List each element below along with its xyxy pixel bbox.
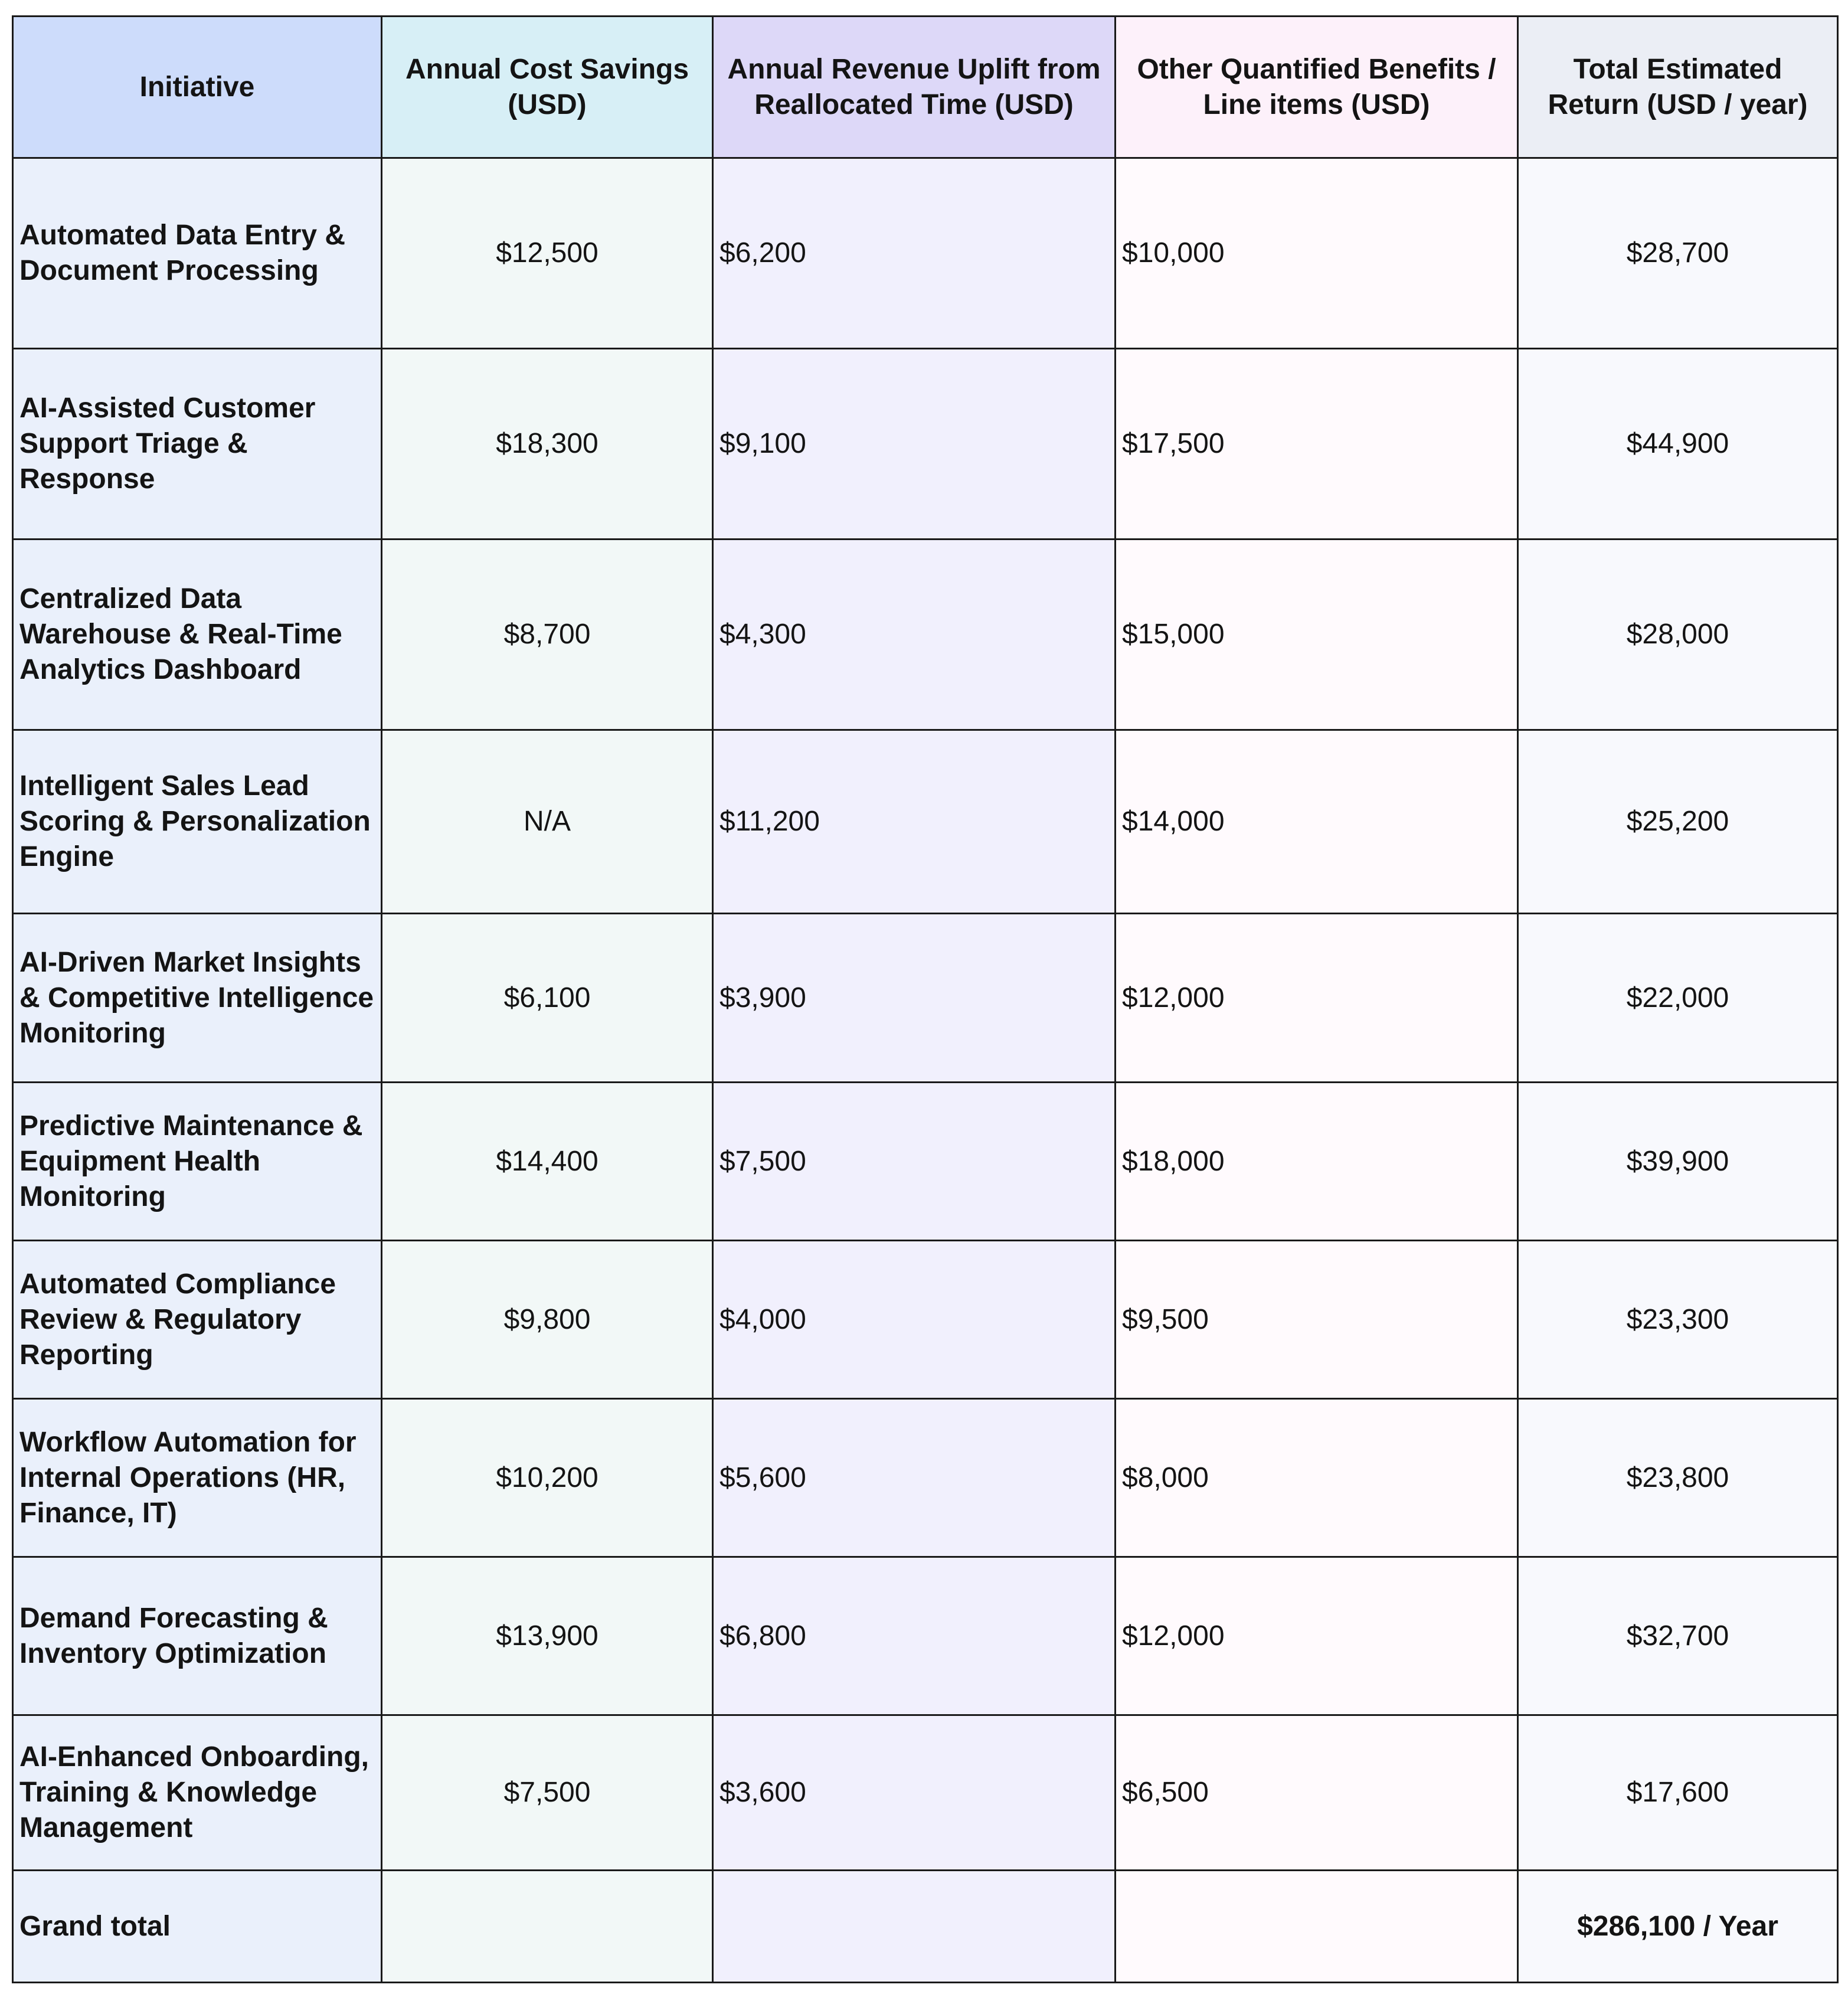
cost-savings-cell: $14,400 bbox=[382, 1083, 713, 1241]
other-benefits-cell: $18,000 bbox=[1116, 1083, 1518, 1241]
revenue-uplift-cell: $3,900 bbox=[713, 914, 1116, 1083]
other-benefits-cell: $17,500 bbox=[1116, 349, 1518, 540]
grand-total-revenue-uplift bbox=[713, 1871, 1116, 1983]
table-row bbox=[13, 1083, 1838, 1241]
header-other-benefits: Other Quantified Benefits / Line items (USD) bbox=[1116, 17, 1518, 158]
cost-savings-cell: $8,700 bbox=[382, 540, 713, 730]
grand-total-other-benefits bbox=[1116, 1871, 1518, 1983]
cost-savings-cell: $12,500 bbox=[382, 158, 713, 349]
other-benefits-cell: $15,000 bbox=[1116, 540, 1518, 730]
table-row bbox=[13, 1557, 1838, 1715]
initiative-cell: AI-Driven Market Insights & Competitive Intelligence Monitoring bbox=[13, 914, 382, 1083]
table-row bbox=[13, 540, 1838, 730]
header-total-return: Total Estimated Return (USD / year) bbox=[1518, 17, 1838, 158]
grand-total-label: Grand total bbox=[13, 1871, 382, 1983]
cost-savings-cell: $6,100 bbox=[382, 914, 713, 1083]
revenue-uplift-cell: $7,500 bbox=[713, 1083, 1116, 1241]
table-row bbox=[13, 1241, 1838, 1399]
table-row bbox=[13, 1399, 1838, 1557]
revenue-uplift-cell: $3,600 bbox=[713, 1715, 1116, 1871]
initiative-cell: Workflow Automation for Internal Operations (HR, Finance, IT) bbox=[13, 1399, 382, 1557]
revenue-uplift-cell: $11,200 bbox=[713, 730, 1116, 914]
initiative-cell: AI-Assisted Customer Support Triage & Response bbox=[13, 349, 382, 540]
cost-savings-cell: $9,800 bbox=[382, 1241, 713, 1399]
header-revenue-uplift: Annual Revenue Uplift from Reallocated Time (USD) bbox=[713, 17, 1116, 158]
table-row bbox=[13, 914, 1838, 1083]
table-row bbox=[13, 1715, 1838, 1871]
grand-total-row bbox=[13, 1871, 1838, 1983]
total-return-cell: $32,700 bbox=[1518, 1557, 1838, 1715]
total-return-cell: $28,700 bbox=[1518, 158, 1838, 349]
cost-savings-cell: $10,200 bbox=[382, 1399, 713, 1557]
roi-table bbox=[12, 15, 1839, 1983]
total-return-cell: $28,000 bbox=[1518, 540, 1838, 730]
other-benefits-cell: $6,500 bbox=[1116, 1715, 1518, 1871]
total-return-cell: $23,800 bbox=[1518, 1399, 1838, 1557]
cost-savings-cell: $7,500 bbox=[382, 1715, 713, 1871]
header-cost-savings: Annual Cost Savings (USD) bbox=[382, 17, 713, 158]
other-benefits-cell: $12,000 bbox=[1116, 1557, 1518, 1715]
header-row bbox=[13, 17, 1838, 158]
initiative-cell: Predictive Maintenance & Equipment Health Monitoring bbox=[13, 1083, 382, 1241]
initiative-cell: Automated Data Entry & Document Processing bbox=[13, 158, 382, 349]
initiative-cell: AI-Enhanced Onboarding, Training & Knowledge Management bbox=[13, 1715, 382, 1871]
total-return-cell: $22,000 bbox=[1518, 914, 1838, 1083]
total-return-cell: $23,300 bbox=[1518, 1241, 1838, 1399]
total-return-cell: $39,900 bbox=[1518, 1083, 1838, 1241]
grand-total-cost-savings bbox=[382, 1871, 713, 1983]
revenue-uplift-cell: $6,200 bbox=[713, 158, 1116, 349]
other-benefits-cell: $12,000 bbox=[1116, 914, 1518, 1083]
revenue-uplift-cell: $4,000 bbox=[713, 1241, 1116, 1399]
other-benefits-cell: $9,500 bbox=[1116, 1241, 1518, 1399]
initiative-cell: Centralized Data Warehouse & Real-Time Analytics Dashboard bbox=[13, 540, 382, 730]
cost-savings-cell: N/A bbox=[382, 730, 713, 914]
revenue-uplift-cell: $5,600 bbox=[713, 1399, 1116, 1557]
revenue-uplift-cell: $4,300 bbox=[713, 540, 1116, 730]
cost-savings-cell: $13,900 bbox=[382, 1557, 713, 1715]
total-return-cell: $25,200 bbox=[1518, 730, 1838, 914]
revenue-uplift-cell: $9,100 bbox=[713, 349, 1116, 540]
table-row bbox=[13, 349, 1838, 540]
cost-savings-cell: $18,300 bbox=[382, 349, 713, 540]
initiative-cell: Automated Compliance Review & Regulatory Reporting bbox=[13, 1241, 382, 1399]
revenue-uplift-cell: $6,800 bbox=[713, 1557, 1116, 1715]
other-benefits-cell: $8,000 bbox=[1116, 1399, 1518, 1557]
initiative-cell: Demand Forecasting & Inventory Optimization bbox=[13, 1557, 382, 1715]
header-initiative: Initiative bbox=[13, 17, 382, 158]
total-return-cell: $44,900 bbox=[1518, 349, 1838, 540]
other-benefits-cell: $10,000 bbox=[1116, 158, 1518, 349]
table-row bbox=[13, 730, 1838, 914]
other-benefits-cell: $14,000 bbox=[1116, 730, 1518, 914]
total-return-cell: $17,600 bbox=[1518, 1715, 1838, 1871]
initiative-cell: Intelligent Sales Lead Scoring & Personalization Engine bbox=[13, 730, 382, 914]
grand-total-value: $286,100 / Year bbox=[1518, 1871, 1838, 1983]
table-row bbox=[13, 158, 1838, 349]
